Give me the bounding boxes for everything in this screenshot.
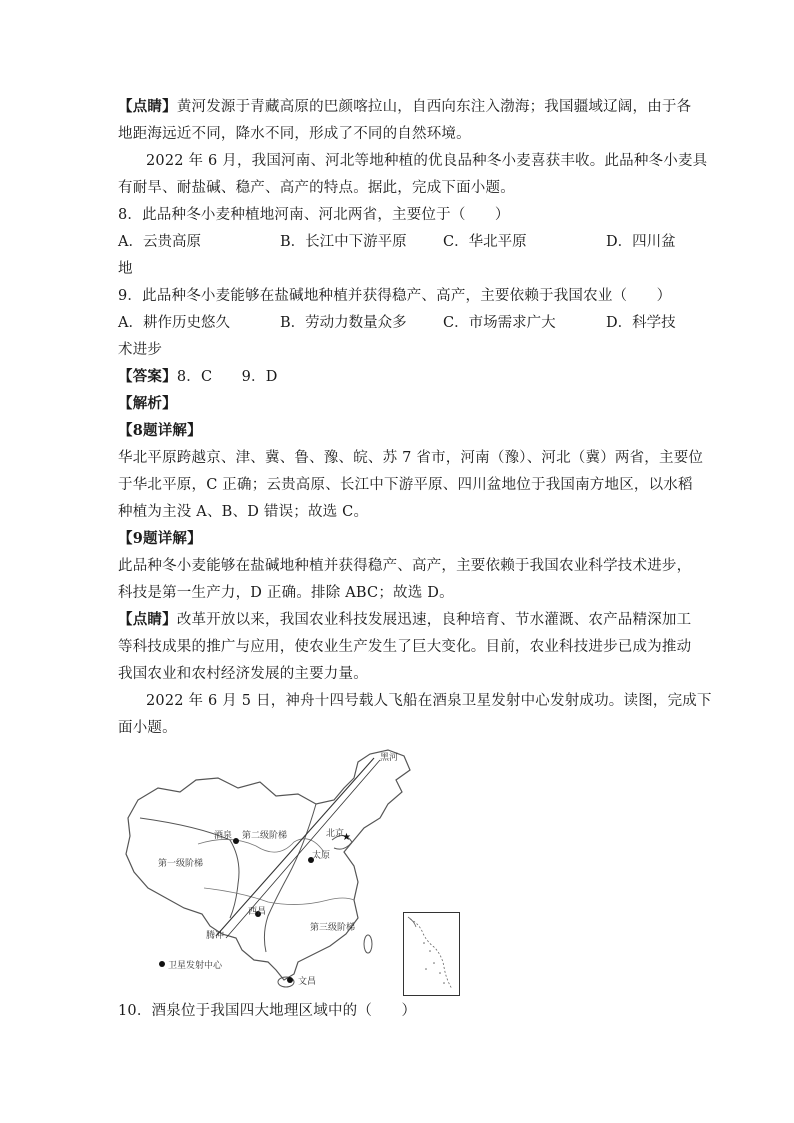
question-8-option-b: B．长江中下游平原 (280, 234, 407, 250)
label-tengchong: 腾冲 (206, 931, 225, 941)
question-9-option-d-continued: 术进步 (118, 342, 163, 358)
detail-9-line-1: 此品种冬小麦能够在盐碱地种植并获得稳产、高产，主要依赖于我国农业科学技术进步， (118, 558, 692, 574)
detail-8-line-3: 种植为主没 A、B、D 错误；故选 C。 (118, 504, 369, 520)
question-8-option-a: A．云贵高原 (118, 234, 201, 250)
yangtze-river (204, 888, 354, 905)
note-paragraph-2-line-3: 我国农业和农村经济发展的主要力量。 (118, 666, 368, 682)
step-boundary-2-3 (264, 804, 316, 952)
question-9-option-a: A．耕作历史悠久 (118, 315, 230, 331)
question-8-option-d: D．四川盆 (606, 234, 676, 250)
question-8-option-c: C．华北平原 (443, 234, 527, 250)
note-text: 黄河发源于青藏高原的巴颜喀拉山，自西向东注入渤海；我国疆域辽阔，由于各 (176, 99, 692, 115)
question-9-option-c: C．市场需求广大 (443, 315, 556, 331)
question-8-stem: 8．此品种冬小麦种植地河南、河北两省，主要位于（ ） (118, 207, 510, 223)
beijing-star: ★ (342, 832, 351, 843)
note-paragraph-1-line-1 (118, 97, 691, 117)
note-paragraph-2-line-1 (118, 610, 691, 630)
label-legend: 卫星发射中心 (168, 961, 223, 971)
analysis-tag: 【解析】 (118, 395, 177, 412)
intro-1-line-1: 2022 年 6 月，我国河南、河北等地种植的优良品种冬小麦喜获丰收。此品种冬小麦具 (146, 153, 708, 169)
question-9-stem: 9．此品种冬小麦能够在盐碱地种植并获得稳产、高产，主要依赖于我国农业（ ） (118, 288, 672, 304)
label-taiyuan: 太原 (312, 851, 331, 861)
heihe-tengchong-line (216, 758, 374, 936)
question-10-stem: 10．酒泉位于我国四大地理区域中的（ ） (118, 1003, 417, 1019)
question-9-option-b: B．劳动力数量众多 (280, 315, 407, 331)
detail-8-tag: 【8题详解】 (118, 422, 202, 439)
label-step1: 第一级阶梯 (158, 859, 204, 869)
label-step3: 第三级阶梯 (310, 923, 356, 933)
note-paragraph-1-line-2: 地距海远近不同，降水不同，形成了不同的自然环境。 (118, 126, 471, 142)
label-xichang: 西昌 (248, 907, 267, 917)
intro-2-line-1: 2022 年 6 月 5 日，神舟十四号载人飞船在酒泉卫星发射中心发射成功。读图，完成下 (146, 693, 712, 709)
answer-text: 8．C 9．D (176, 369, 278, 385)
legend-marker (159, 961, 165, 967)
answer-line (118, 367, 278, 387)
detail-8-line-2: 于华北平原，C 正确；云贵高原、长江中下游平原、四川盆地位于我国南方地区，以水稻 (118, 477, 693, 493)
note-paragraph-2-line-2: 等科技成果的推广与应用，使农业生产发生了巨大变化。目前，农业科技进步已成为推动 (118, 639, 692, 655)
detail-8-line-1: 华北平原跨越京、津、冀、鲁、豫、皖、苏 7 省市，河南（豫）、河北（冀）两省，主要位 (118, 450, 704, 466)
intro-2-line-2: 面小题。 (118, 720, 177, 736)
label-step2: 第二级阶梯 (242, 831, 288, 841)
wenchang-marker (287, 977, 293, 983)
label-wenchang: 文昌 (298, 977, 317, 987)
question-8-option-d-continued: 地 (118, 261, 133, 277)
detail-9-line-2: 科技是第一生产力，D 正确。排除 ABC；故选 D。 (118, 585, 454, 601)
label-heihe: 黑河 (380, 753, 399, 763)
label-jiuquan: 酒泉 (214, 831, 233, 841)
note-tag: 【点睛】 (118, 98, 177, 115)
label-beijing: 北京 (326, 829, 345, 839)
taiwan-island (364, 935, 372, 953)
jiuquan-marker (233, 838, 239, 844)
answer-tag: 【答案】 (118, 368, 177, 385)
south-china-sea-inset (403, 912, 460, 996)
intro-1-line-2: 有耐旱、耐盐碱、稳产、高产的特点。据此，完成下面小题。 (118, 180, 515, 196)
note-text: 改革开放以来，我国农业科技发展迅速，良种培育、节水灌溉、农产品精深加工 (176, 612, 692, 628)
inset-map-svg (404, 913, 459, 995)
note-tag: 【点睛】 (118, 611, 177, 628)
question-9-option-d: D．科学技 (606, 315, 676, 331)
detail-9-tag: 【9题详解】 (118, 530, 202, 547)
